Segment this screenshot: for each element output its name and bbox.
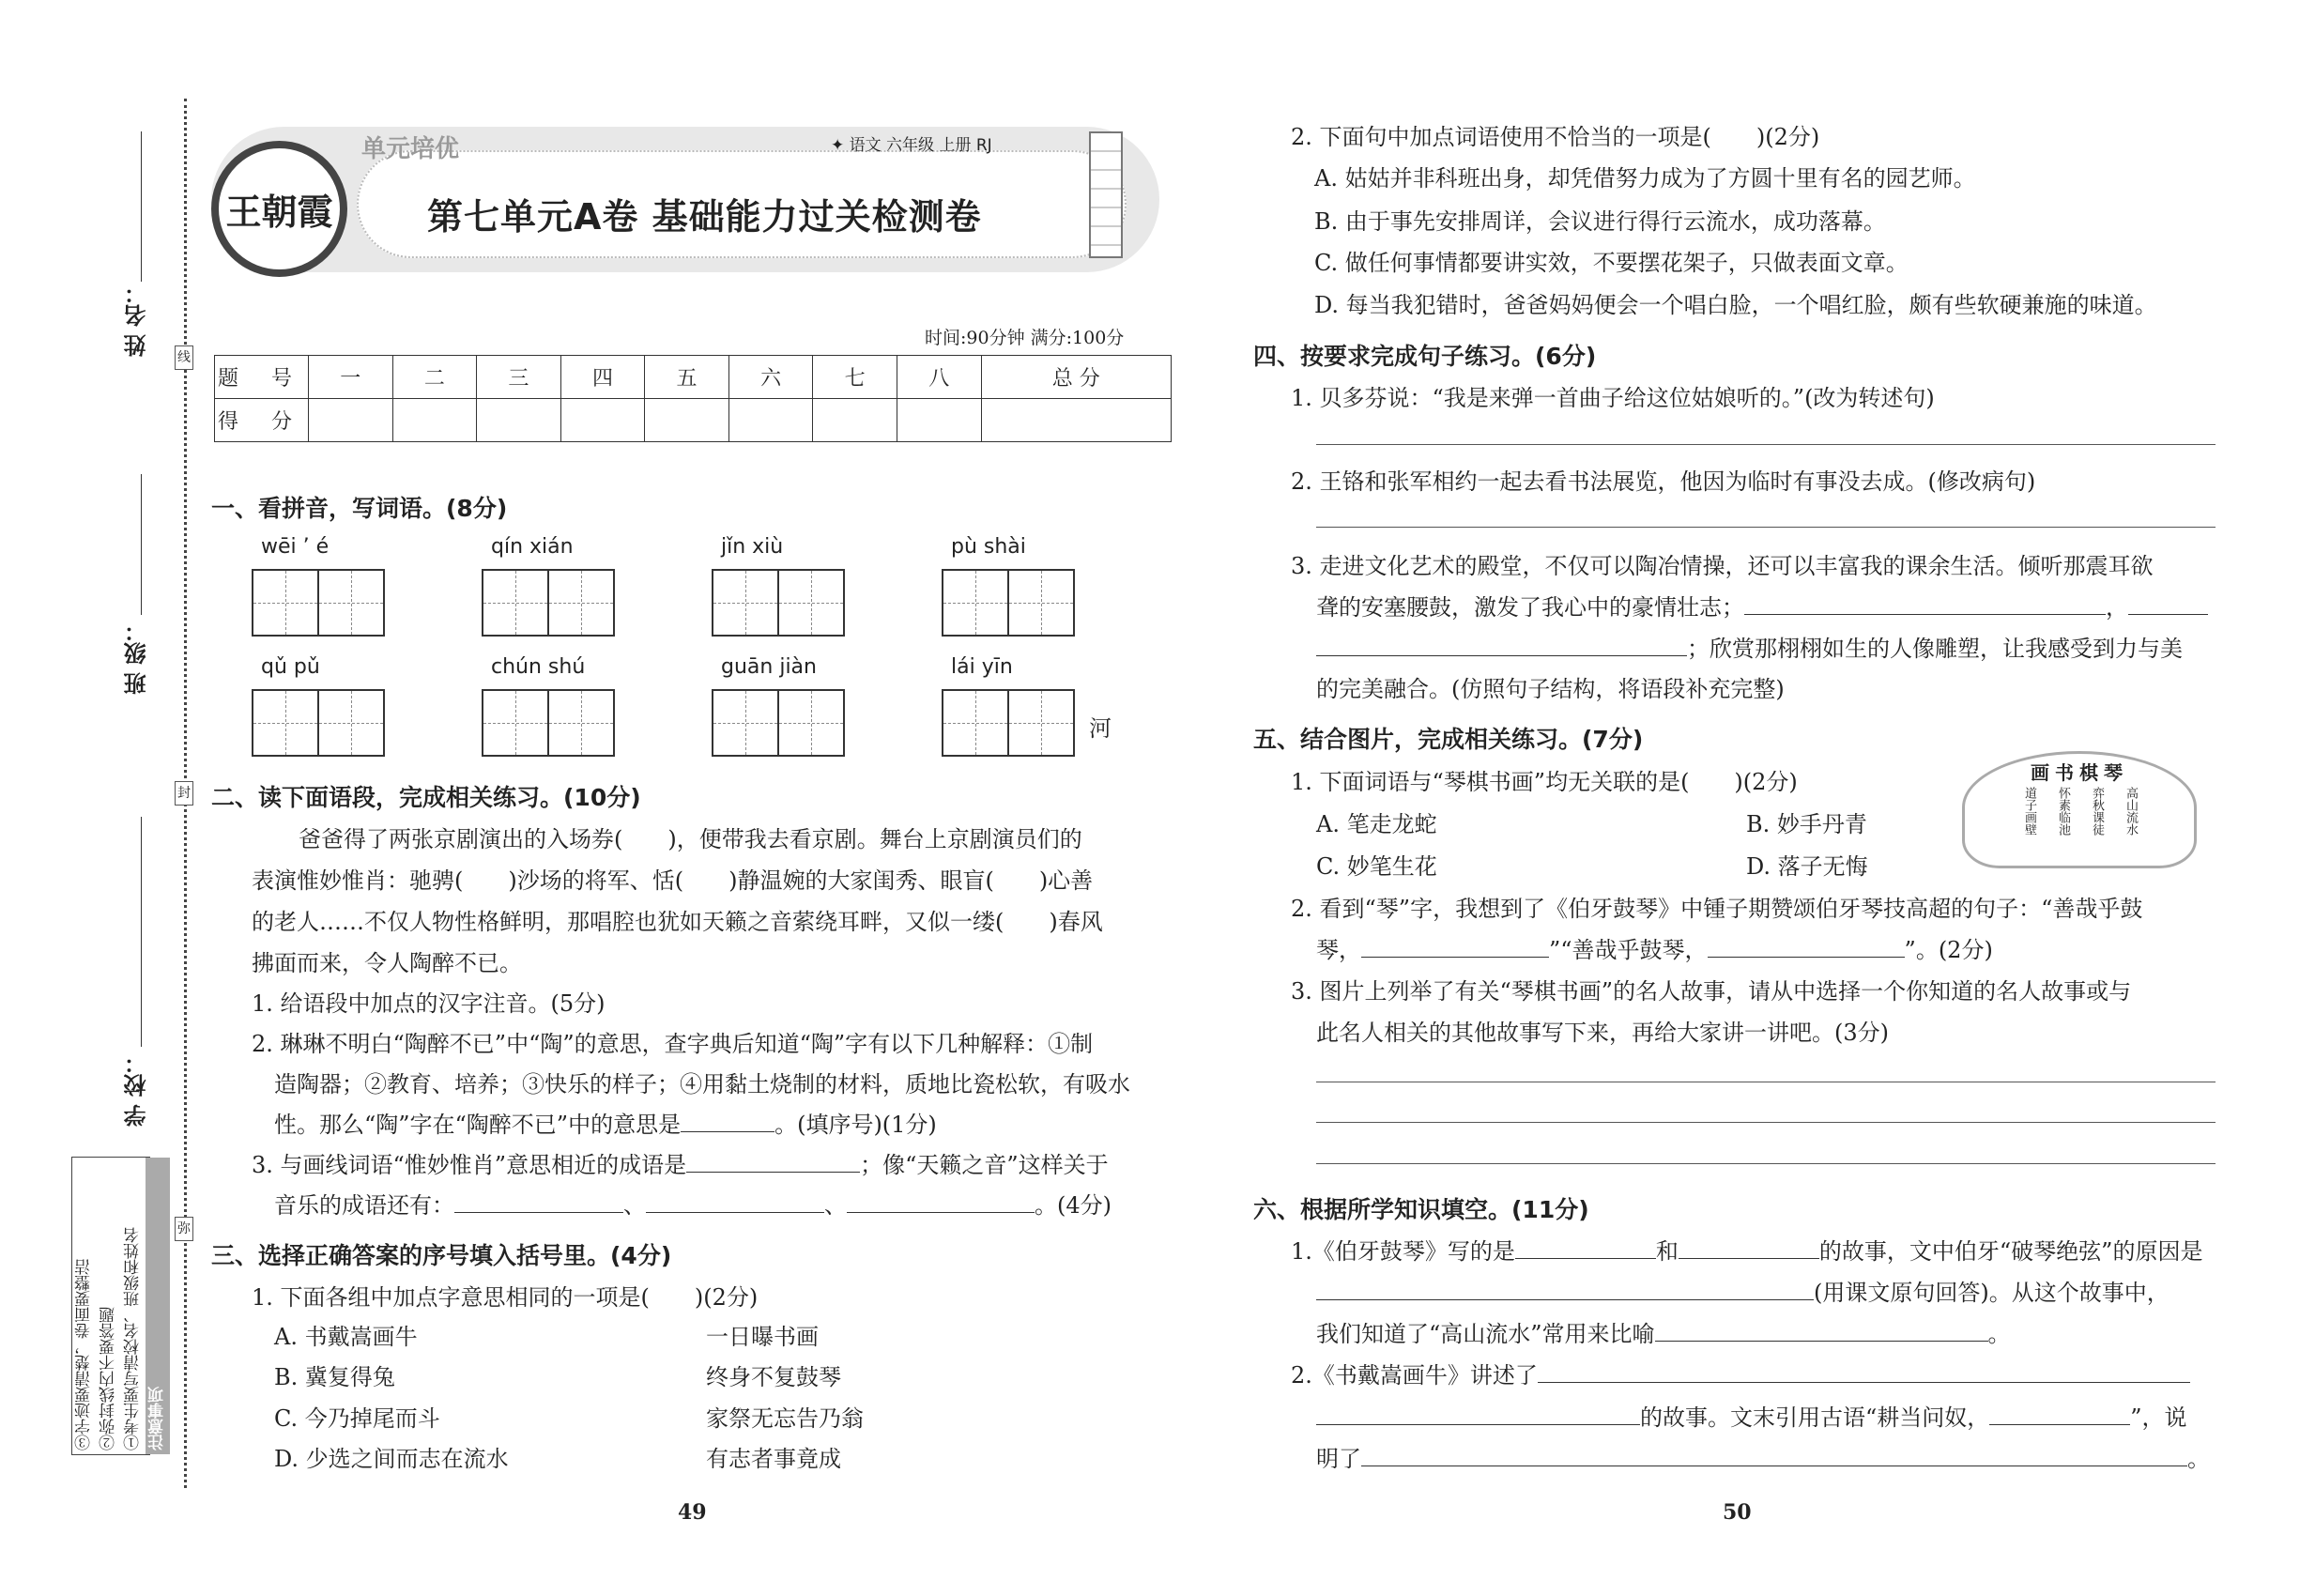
score-table (214, 355, 1172, 442)
question-line (1316, 589, 2208, 622)
notice-item: ①考生要写清校名、班级和姓名 (124, 1227, 143, 1450)
question-text: 音乐的成语还有： (274, 1192, 454, 1219)
pinyin-label: chún shú (491, 655, 586, 679)
header-cell: 总 分 (981, 356, 1172, 399)
passage-line: 表演惟妙惟肖：驰骋( )沙场的将军、恬( )静温婉的大家闺秀、眼盲( )心善 (252, 867, 1094, 894)
question-text: 3. 图片上列举了有关“琴棋书画”的名人故事，请从中选择一个你知道的名人故事或与 (1291, 978, 2132, 1005)
writing-cell[interactable] (547, 569, 615, 637)
option[interactable]: D. 落子无悔 (1746, 853, 1868, 880)
question-line (252, 1146, 1109, 1179)
question-text: ”。(2分) (1904, 937, 1993, 963)
header-cell: 八 (897, 356, 981, 399)
header-cell: 四 (560, 356, 645, 399)
option[interactable]: C. 今乃掉尾而斗 (274, 1405, 440, 1432)
question-text: 3. 走进文化艺术的殿堂，不仅可以陶冶情操，还可以丰富我的课余生活。倾听那震耳欲 (1291, 553, 2154, 579)
answer-line[interactable] (1316, 1122, 2216, 1123)
question-text: 1. 贝多芬说：“我是来弹一首曲子给这位姑娘听的。”(改为转述句) (1291, 385, 1935, 411)
header-cell: 六 (728, 356, 813, 399)
writing-cell[interactable] (712, 689, 779, 757)
answer-blank[interactable] (1538, 1362, 2190, 1383)
section-3-heading: 三、选择正确答案的序号填入括号里。(4分) (211, 1242, 672, 1269)
question-text: 2. 琳琳不明白“陶醉不已”中“陶”的意思，查字典后知道“陶”字有以下几种解释：①制 (252, 1031, 1094, 1057)
question-text: 的完美融合。(仿照句子结构，将语段补充完整) (1316, 676, 1785, 702)
question-text: ”，说 (2130, 1404, 2187, 1431)
score-cell[interactable] (813, 399, 897, 442)
question-text: 、 (623, 1192, 646, 1219)
writing-grid (943, 689, 1075, 757)
answer-blank[interactable] (1679, 1238, 1819, 1259)
header-cell: 三 (477, 356, 561, 399)
score-cell[interactable] (897, 399, 981, 442)
section-6-heading: 六、根据所学知识填空。(11分) (1253, 1196, 1589, 1223)
option-pair: 一日曝书画 (706, 1324, 819, 1350)
question-text: 1. 下面词语与“琴棋书画”均无关联的是( )(2分) (1291, 769, 1798, 795)
writing-grid (943, 569, 1075, 637)
question-text: (用课文原句回答)。从这个故事中， (1814, 1280, 2170, 1306)
answer-blank[interactable] (1708, 937, 1905, 958)
score-cell[interactable] (981, 399, 1172, 442)
question-text: 2. 下面句中加点词语使用不恰当的一项是( )(2分) (1291, 124, 1820, 150)
question-line (1316, 1399, 2187, 1432)
fan-illustration (1962, 751, 2197, 868)
passage-line: 爸爸得了两张京剧演出的入场券( )，便带我去看京剧。舞台上京剧演员们的 (299, 826, 1082, 852)
pinyin-label: guān jiàn (721, 655, 817, 679)
writing-grid (713, 569, 845, 637)
pinyin-label: pù shài (951, 535, 1026, 559)
answer-blank[interactable] (1316, 1280, 1814, 1300)
score-cell[interactable] (477, 399, 561, 442)
answer-blank[interactable] (1316, 636, 1687, 656)
pinyin-label: wēi ’ é (261, 535, 330, 559)
score-cell[interactable] (728, 399, 813, 442)
option-pair: 家祭无忘告乃翁 (706, 1405, 864, 1432)
question-line (1316, 1315, 2011, 1348)
question-text: 1.《伯牙鼓琴》写的是 (1291, 1238, 1515, 1265)
answer-blank[interactable] (1744, 594, 2106, 615)
writing-cell[interactable] (1007, 689, 1075, 757)
fan-story: 弈秋课徒 (2090, 787, 2104, 836)
publisher-logo: 王朝霞 (211, 141, 347, 277)
section-2-heading: 二、读下面语段，完成相关练习。(10分) (211, 784, 641, 811)
question-text: 的故事，文中伯牙“破琴绝弦”的原因是 (1818, 1238, 2203, 1265)
answer-blank[interactable] (681, 1112, 774, 1132)
writing-cell[interactable] (547, 689, 615, 757)
writing-cell[interactable] (942, 689, 1009, 757)
question-line (1291, 1233, 2202, 1266)
score-cell[interactable] (309, 399, 393, 442)
question-text: 2. 王铬和张军相约一起去看书法展览，他因为临时有事没去成。(修改病句) (1291, 468, 2036, 495)
question-text: 和 (1655, 1238, 1679, 1265)
score-cell[interactable] (645, 399, 729, 442)
question-text: 。 (1987, 1321, 2011, 1347)
answer-line[interactable] (1316, 444, 2216, 445)
writing-cell[interactable] (777, 689, 845, 757)
writing-cell[interactable] (317, 689, 385, 757)
writing-grid (483, 569, 615, 637)
pinyin-label: jǐn xiù (721, 535, 784, 559)
question-text: 、 (824, 1192, 847, 1219)
writing-grid (253, 569, 385, 637)
answer-blank[interactable] (1655, 1321, 1988, 1342)
question-text: 1. 给语段中加点的汉字注音。(5分) (252, 990, 606, 1017)
option[interactable]: C. 做任何事情都要讲实效，不要摆花架子，只做表面文章。 (1314, 250, 1909, 276)
answer-blank[interactable] (2128, 594, 2208, 615)
name-label: 姓 名： (124, 282, 150, 358)
question-text: 1. 下面各组中加点字意思相同的一项是( )(2分) (252, 1284, 759, 1311)
answer-blank[interactable] (454, 1192, 623, 1213)
subject-info: ✦ 语文 六年级 上册 RJ (831, 136, 992, 155)
question-line (274, 1187, 1112, 1220)
suffix-char: 河 (1089, 715, 1112, 742)
notice-box (71, 1157, 167, 1455)
question-line (274, 1106, 937, 1139)
writing-cell[interactable] (777, 569, 845, 637)
option[interactable]: C. 妙笔生花 (1316, 853, 1437, 880)
pinyin-label: qín xián (491, 535, 574, 559)
option[interactable]: D. 每当我犯错时，爸爸妈妈便会一个唱白脸，一个唱红脸，颇有些软硬兼施的味道。 (1314, 292, 2157, 318)
section-5-heading: 五、结合图片，完成相关练习。(7分) (1253, 726, 1644, 753)
question-text: 2.《书戴嵩画牛》讲述了 (1291, 1362, 1538, 1389)
class-field[interactable] (141, 474, 142, 615)
question-text: ；欣赏那栩栩如生的人像雕塑，让我感受到力与美 (1687, 636, 2183, 662)
writing-grid (253, 689, 385, 757)
writing-cell[interactable] (712, 569, 779, 637)
question-text: 聋的安塞腰鼓，激发了我心中的豪情壮志； (1316, 594, 1744, 621)
writing-cell[interactable] (252, 569, 319, 637)
answer-blank[interactable] (1515, 1238, 1656, 1259)
answer-line[interactable] (1316, 1163, 2216, 1164)
question-text: 3. 与画线词语“惟妙惟肖”意思相近的成语是 (252, 1152, 687, 1178)
answer-blank[interactable] (686, 1152, 860, 1173)
writing-cell[interactable] (482, 569, 549, 637)
section-1-heading: 一、看拼音，写词语。(8分) (211, 495, 508, 522)
answer-line[interactable] (1316, 527, 2216, 528)
score-label: 得 分 (215, 399, 309, 442)
header-cell: 二 (392, 356, 477, 399)
header-cell: 题 号 (215, 356, 309, 399)
question-text: 造陶器；②教育、培养；③快乐的样子；④用黏土烧制的材料，质地比瓷松软，有吸水 (274, 1071, 1130, 1097)
question-text: 明了 (1316, 1446, 1361, 1472)
answer-blank[interactable] (646, 1192, 824, 1213)
option[interactable]: A. 姑姑并非科班出身，却凭借努力成为了方圆十里有名的园艺师。 (1314, 165, 1976, 192)
fan-story: 道子画壁 (2022, 787, 2036, 836)
pinyin-label: qǔ pǔ (261, 655, 320, 679)
answer-blank[interactable] (847, 1192, 1035, 1213)
header-cell: 七 (813, 356, 897, 399)
page-number: 49 (678, 1500, 707, 1525)
option-pair: 有志者事竟成 (706, 1446, 841, 1472)
seal-char: 线 (175, 345, 193, 370)
option[interactable]: D. 少选之间而志在流水 (274, 1446, 509, 1472)
notice-item: ③字迹要清楚，卷面要整洁 (75, 1259, 94, 1450)
option[interactable]: B. 冀复得兔 (274, 1364, 395, 1390)
answer-blank[interactable] (1361, 937, 1549, 958)
writing-cell[interactable] (317, 569, 385, 637)
question-text: 。 (2187, 1446, 2210, 1472)
option[interactable]: B. 妙手丹青 (1746, 811, 1867, 837)
seal-char: 弥 (175, 1217, 193, 1241)
notice-tag: 注意事项 (146, 1158, 170, 1454)
question-text: 。(4分) (1035, 1192, 1112, 1219)
name-field[interactable] (141, 131, 142, 282)
question-text: ， (2106, 594, 2128, 621)
answer-blank[interactable] (1361, 1446, 2187, 1466)
question-text: 2. 看到“琴”字，我想到了《伯牙鼓琴》中锺子期赞颂伯牙琴技高超的句子：“善哉乎鼓 (1291, 896, 2143, 922)
answer-blank[interactable] (1989, 1404, 2130, 1425)
lighthouse-icon (1089, 131, 1123, 258)
page-number: 50 (1723, 1500, 1752, 1525)
score-cell[interactable] (560, 399, 645, 442)
pinyin-label: lái yīn (951, 655, 1013, 679)
question-text: 。(填序号)(1分) (774, 1112, 937, 1138)
header-cell: 一 (309, 356, 393, 399)
series-tag: 单元培优 (361, 135, 460, 163)
score-cell[interactable] (392, 399, 477, 442)
fan-story: 怀素临池 (2056, 787, 2070, 836)
seal-char: 封 (175, 781, 193, 806)
option[interactable]: A. 书戴嵩画牛 (274, 1324, 418, 1350)
exam-info: 时间:90分钟 满分:100分 (925, 328, 1125, 348)
writing-cell[interactable] (482, 689, 549, 757)
question-line (1316, 1274, 2170, 1307)
passage-line: 的老人……不仅人物性格鲜明，那唱腔也犹如天籁之音萦绕耳畔，又似一缕( )春风 (252, 909, 1103, 935)
question-text: ”“善哉乎鼓琴， (1549, 937, 1708, 963)
option-pair: 终身不复鼓琴 (706, 1364, 841, 1390)
question-text: ；像“天籁之音”这样关于 (860, 1152, 1109, 1178)
section-4-heading: 四、按要求完成句子练习。(6分) (1253, 343, 1597, 370)
question-text: 此名人相关的其他故事写下来，再给大家讲一讲吧。(3分) (1316, 1020, 1889, 1046)
question-text: 琴， (1316, 937, 1361, 963)
notice-item: ②弥封线内不要答题 (100, 1307, 118, 1450)
writing-grid (713, 689, 845, 757)
passage-line: 拂面而来，令人陶醉不已。 (252, 950, 522, 976)
option[interactable]: B. 由于事先安排周详，会议进行得行云流水，成功落幕。 (1314, 208, 1886, 235)
option[interactable]: A. 笔走龙蛇 (1316, 811, 1437, 837)
question-line (1316, 1440, 2210, 1473)
writing-cell[interactable] (1007, 569, 1075, 637)
question-line (1316, 630, 2183, 663)
question-text: 我们知道了“高山流水”常用来比喻 (1316, 1321, 1655, 1347)
question-line (1316, 931, 1993, 964)
school-field[interactable] (141, 817, 142, 1047)
page-title: 第七单元A卷 基础能力过关检测卷 (427, 196, 982, 238)
fan-story: 高山流水 (2124, 787, 2138, 836)
header-cell: 五 (645, 356, 729, 399)
answer-blank[interactable] (1316, 1404, 1640, 1425)
question-line (1291, 1357, 2190, 1389)
writing-cell[interactable] (942, 569, 1009, 637)
class-label: 班 级： (124, 620, 150, 696)
writing-grid (483, 689, 615, 757)
fan-title: 画书棋琴 (2031, 761, 2128, 784)
school-label: 学 校： (124, 1051, 150, 1128)
writing-cell[interactable] (252, 689, 319, 757)
question-text: 的故事。文末引用古语“耕当问奴， (1640, 1404, 1990, 1431)
question-text: 性。那么“陶”字在“陶醉不已”中的意思是 (274, 1112, 682, 1138)
